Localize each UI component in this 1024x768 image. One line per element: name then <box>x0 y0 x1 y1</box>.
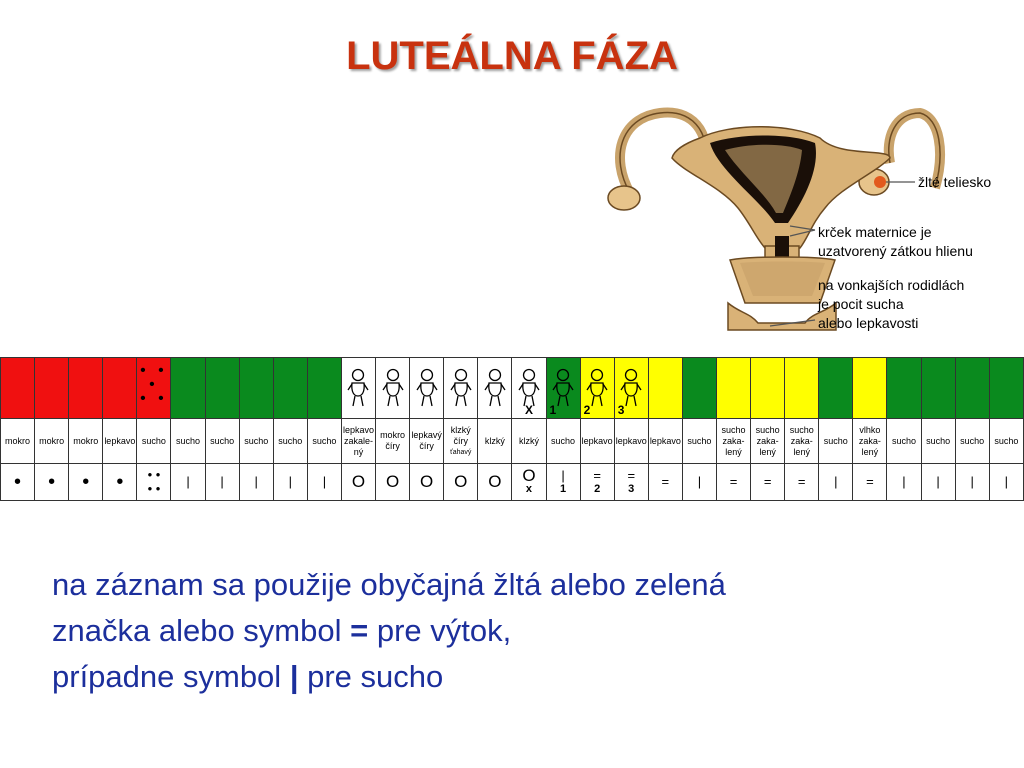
chart-day-18-label <box>580 419 614 464</box>
chart-day-14-color-cell <box>444 358 478 419</box>
chart-day-10-symbol <box>307 464 341 501</box>
chart-day-18-symbol <box>580 464 614 501</box>
chart-day-24-label-line: lený <box>793 446 810 457</box>
chart-day-2-symbol <box>35 464 69 501</box>
annotation-vulva <box>818 276 964 333</box>
chart-day-22-color-cell <box>716 358 750 419</box>
chart-day-26-label <box>853 419 887 464</box>
chart-day-8-label-line: sucho <box>244 435 269 446</box>
chart-day-8-symbol <box>239 464 273 501</box>
chart-day-3-symbol-text: • <box>82 471 90 493</box>
chart-day-26-color-cell <box>853 358 887 419</box>
chart-day-4-label <box>103 419 137 464</box>
chart-day-19-symbol-sub: 3 <box>628 483 635 495</box>
chart-day-12-symbol-text: O <box>385 472 400 491</box>
chart-day-29-label <box>955 419 989 464</box>
chart-day-26-label-line: vlhko <box>859 424 881 435</box>
chart-day-17-label-line: sucho <box>551 435 576 446</box>
chart-day-15-symbol <box>478 464 512 501</box>
chart-day-19-symbol <box>614 464 648 501</box>
chart-day-24-color-cell <box>785 358 819 419</box>
annotation-cervix-line2: uzatvorený zátkou hlienu <box>818 243 973 259</box>
chart-day-16-symbol-text: O <box>522 466 536 485</box>
chart-day-30-symbol-text: | <box>1004 474 1009 489</box>
chart-day-8-label <box>239 419 273 464</box>
chart-day-29-label-line: sucho <box>960 435 985 446</box>
chart-day-5-label-line: sucho <box>141 435 166 446</box>
chart-day-14-symbol <box>444 464 478 501</box>
footer-line-3 <box>52 654 1012 700</box>
footer-line-2-a: značka alebo symbol <box>52 613 351 648</box>
chart-day-17-symbol-sub: 1 <box>559 483 567 495</box>
chart-day-14-label-line: ťahavý <box>450 448 472 456</box>
footer-equals-symbol: = <box>350 613 369 648</box>
chart-day-9-color-cell <box>273 358 307 419</box>
baby-icon <box>518 368 540 408</box>
chart-day-24-symbol-text: = <box>797 474 806 489</box>
chart-day-10-label <box>307 419 341 464</box>
chart-day-6-symbol <box>171 464 205 501</box>
chart-day-30-symbol <box>989 464 1023 501</box>
cycle-chart <box>0 357 1024 501</box>
chart-day-15-label-line: klzký <box>484 435 505 446</box>
chart-day-7-symbol <box>205 464 239 501</box>
footer-line-2 <box>52 608 1012 654</box>
chart-day-3-color-cell <box>69 358 103 419</box>
chart-day-19-peak-number: 3 <box>617 403 625 417</box>
chart-day-20-label <box>648 419 682 464</box>
chart-day-25-color-cell <box>819 358 853 419</box>
chart-day-22-label <box>716 419 750 464</box>
chart-day-1-label-line: mokro <box>5 435 31 446</box>
chart-day-8-symbol-text: | <box>254 474 258 489</box>
chart-day-9-symbol-text: | <box>288 474 292 489</box>
chart-day-23-symbol-text: = <box>763 474 772 489</box>
chart-day-28-label-line: sucho <box>926 435 951 446</box>
annotation-vulva-line2: je pocit sucha <box>818 296 904 312</box>
chart-day-23-label-line: sucho <box>755 424 780 435</box>
chart-day-16-label-line: klzký <box>518 435 539 446</box>
chart-day-16-symbol <box>512 464 546 501</box>
chart-day-25-label <box>819 419 853 464</box>
chart-day-20-color-cell <box>648 358 682 419</box>
chart-day-25-symbol-text: | <box>834 474 838 489</box>
chart-day-14-label-line: číry <box>453 435 469 446</box>
chart-day-17-peak-number: 1 <box>549 403 557 417</box>
baby-icon <box>382 368 404 408</box>
annotation-corpus-luteum: žlté teliesko <box>918 174 992 190</box>
chart-day-23-color-cell <box>751 358 785 419</box>
chart-day-24-label-line: sucho <box>789 424 814 435</box>
footer-bar-symbol: | <box>289 659 299 694</box>
chart-day-5-symbol <box>137 464 171 501</box>
chart-day-13-symbol-text: O <box>420 472 434 491</box>
chart-day-15-symbol-text: O <box>488 472 502 491</box>
chart-day-17-color-cell <box>546 358 580 419</box>
chart-day-21-label <box>682 419 716 464</box>
chart-day-13-color-cell <box>410 358 444 419</box>
footer-line-1: na záznam sa použije obyčajná žltá alebo zelená <box>52 567 726 602</box>
chart-day-24-label-line: zaka- <box>790 435 813 446</box>
chart-day-10-symbol-text: | <box>322 474 327 489</box>
chart-day-26-label-line: zaka- <box>858 435 881 446</box>
chart-day-26-label-line: lený <box>861 446 879 457</box>
chart-day-1-symbol-text: • <box>14 471 22 493</box>
chart-day-14-label-line: klzký <box>450 424 471 435</box>
chart-day-27-label <box>887 419 921 464</box>
chart-day-11-label-line: lepkavo <box>342 424 374 435</box>
chart-day-29-symbol-text: | <box>970 474 974 489</box>
annotation-vulva-line3: alebo lepkavosti <box>818 315 919 331</box>
footer-text <box>52 562 1012 700</box>
chart-day-6-symbol-text: | <box>186 474 190 489</box>
chart-day-1-color-cell <box>1 358 35 419</box>
chart-day-4-color-cell <box>103 358 137 419</box>
chart-day-22-label-line: sucho <box>721 424 746 435</box>
chart-day-15-color-cell <box>478 358 512 419</box>
chart-day-18-color-cell <box>580 358 614 419</box>
chart-day-20-symbol-text: = <box>661 474 670 489</box>
chart-day-3-label-line: mokro <box>73 435 99 446</box>
chart-day-26-symbol-text: = <box>866 474 874 489</box>
chart-day-22-label-line: zaka- <box>722 435 745 446</box>
footer-line-3-b: pre sucho <box>298 659 444 694</box>
chart-day-3-symbol <box>69 464 103 501</box>
chart-day-7-color-cell <box>205 358 239 419</box>
chart-day-17-symbol-text: | <box>561 468 565 483</box>
chart-day-9-label <box>273 419 307 464</box>
chart-day-18-peak-number: 2 <box>583 403 591 417</box>
chart-day-27-symbol-text: | <box>902 474 906 489</box>
chart-day-30-label-line: sucho <box>994 435 1019 446</box>
chart-day-14-symbol-text: O <box>454 472 468 491</box>
chart-day-2-label-line: mokro <box>39 435 65 446</box>
chart-day-19-label-line: lepkavo <box>615 435 647 446</box>
chart-day-4-symbol-text: • <box>116 471 124 493</box>
chart-day-5-symbol-text: • • • • <box>147 467 161 496</box>
chart-day-27-label-line: sucho <box>891 435 916 446</box>
chart-day-16-color-cell <box>512 358 546 419</box>
chart-day-16-peak-mark: X <box>524 403 533 417</box>
chart-day-6-label-line: sucho <box>176 435 201 446</box>
chart-day-2-color-cell <box>35 358 69 419</box>
chart-day-16-label <box>512 419 546 464</box>
chart-day-12-label-line: mokro <box>380 430 406 440</box>
chart-day-28-label <box>921 419 955 464</box>
chart-day-4-symbol <box>103 464 137 501</box>
chart-day-1-symbol <box>1 464 35 501</box>
chart-day-13-symbol <box>410 464 444 501</box>
chart-day-12-label-line: číry <box>385 441 400 451</box>
chart-day-14-label <box>444 419 478 464</box>
chart-day-21-label-line: sucho <box>687 435 712 446</box>
chart-day-5-dots: • • • • • <box>140 362 168 407</box>
chart-day-18-symbol-sub: 2 <box>594 483 601 495</box>
chart-day-30-label <box>989 419 1023 464</box>
page-title: LUTEÁLNA FÁZA <box>346 34 678 78</box>
chart-day-28-color-cell <box>921 358 955 419</box>
chart-day-27-symbol <box>887 464 921 501</box>
chart-day-27-color-cell <box>887 358 921 419</box>
chart-day-2-label <box>35 419 69 464</box>
baby-icon <box>620 368 642 408</box>
chart-day-26-symbol <box>853 464 887 501</box>
chart-day-13-label <box>410 419 444 464</box>
baby-icon <box>484 368 506 408</box>
chart-day-23-symbol <box>751 464 785 501</box>
chart-day-5-label <box>137 419 171 464</box>
chart-day-13-label-line: číry <box>419 441 434 451</box>
annotation-cervix <box>818 223 973 261</box>
chart-day-24-symbol <box>785 464 819 501</box>
chart-day-7-label <box>205 419 239 464</box>
chart-day-17-symbol <box>546 464 580 501</box>
chart-day-20-label-line: lepkavo <box>649 435 681 446</box>
chart-day-17-label <box>546 419 580 464</box>
baby-icon <box>552 368 574 408</box>
chart-day-30-color-cell <box>989 358 1023 419</box>
chart-day-7-symbol-text: | <box>220 474 224 489</box>
chart-day-2-symbol-text: • <box>48 471 56 493</box>
annotation-vulva-line1: na vonkajších rodidlách <box>818 277 965 293</box>
chart-day-11-label <box>341 419 375 464</box>
chart-day-9-label-line: sucho <box>278 435 303 446</box>
chart-day-12-label <box>376 419 410 464</box>
chart-day-22-label-line: lený <box>725 446 742 457</box>
chart-day-22-symbol <box>716 464 750 501</box>
chart-day-22-symbol-text: = <box>729 474 738 489</box>
annotation-cervix-line1: krček maternice je <box>818 224 932 240</box>
chart-day-11-symbol <box>341 464 375 501</box>
chart-day-16-symbol-sub: x <box>525 483 533 495</box>
chart-day-28-symbol-text: | <box>936 474 940 489</box>
chart-label-row <box>1 419 1024 464</box>
chart-symbol-row <box>1 464 1024 501</box>
chart-day-3-label <box>69 419 103 464</box>
chart-day-11-symbol-text: O <box>351 472 366 491</box>
chart-day-8-color-cell <box>239 358 273 419</box>
chart-day-23-label-line: lený <box>759 446 776 457</box>
baby-icon <box>586 368 608 408</box>
chart-day-21-symbol <box>682 464 716 501</box>
chart-day-11-label-line: zakale- <box>343 435 373 446</box>
chart-day-21-color-cell <box>682 358 716 419</box>
chart-day-9-symbol <box>273 464 307 501</box>
chart-day-24-label <box>785 419 819 464</box>
chart-day-11-color-cell <box>341 358 375 419</box>
chart-day-19-label <box>614 419 648 464</box>
baby-icon <box>450 368 472 408</box>
chart-day-25-label-line: sucho <box>823 435 848 446</box>
chart-color-row <box>1 358 1024 419</box>
chart-day-21-symbol-text: | <box>697 474 702 489</box>
chart-day-11-label-line: ný <box>353 446 364 457</box>
chart-day-13-label-line: lepkavý <box>411 430 442 440</box>
footer-line-2-b: pre výtok, <box>368 613 512 648</box>
chart-day-6-label <box>171 419 205 464</box>
chart-day-4-label-line: lepkavo <box>104 435 136 446</box>
baby-icon <box>416 368 438 408</box>
baby-icon <box>347 368 369 408</box>
footer-line-3-a: prípadne symbol <box>52 659 290 694</box>
chart-day-18-label-line: lepkavo <box>581 435 613 446</box>
chart-day-29-symbol <box>955 464 989 501</box>
chart-day-23-label-line: zaka- <box>756 435 779 446</box>
chart-day-25-symbol <box>819 464 853 501</box>
chart-day-18-symbol-text: = <box>593 468 601 483</box>
chart-day-1-label <box>1 419 35 464</box>
chart-day-10-label-line: sucho <box>312 435 337 446</box>
chart-day-28-symbol <box>921 464 955 501</box>
chart-day-12-symbol <box>376 464 410 501</box>
chart-day-6-color-cell <box>171 358 205 419</box>
chart-day-23-label <box>751 419 785 464</box>
chart-day-7-label-line: sucho <box>210 435 235 446</box>
chart-day-15-label <box>478 419 512 464</box>
chart-day-29-color-cell <box>955 358 989 419</box>
chart-day-12-color-cell <box>376 358 410 419</box>
chart-day-20-symbol <box>648 464 682 501</box>
chart-day-19-symbol-text: = <box>627 468 636 483</box>
chart-day-5-color-cell <box>137 358 171 419</box>
chart-day-10-color-cell <box>307 358 341 419</box>
chart-day-19-color-cell <box>614 358 648 419</box>
